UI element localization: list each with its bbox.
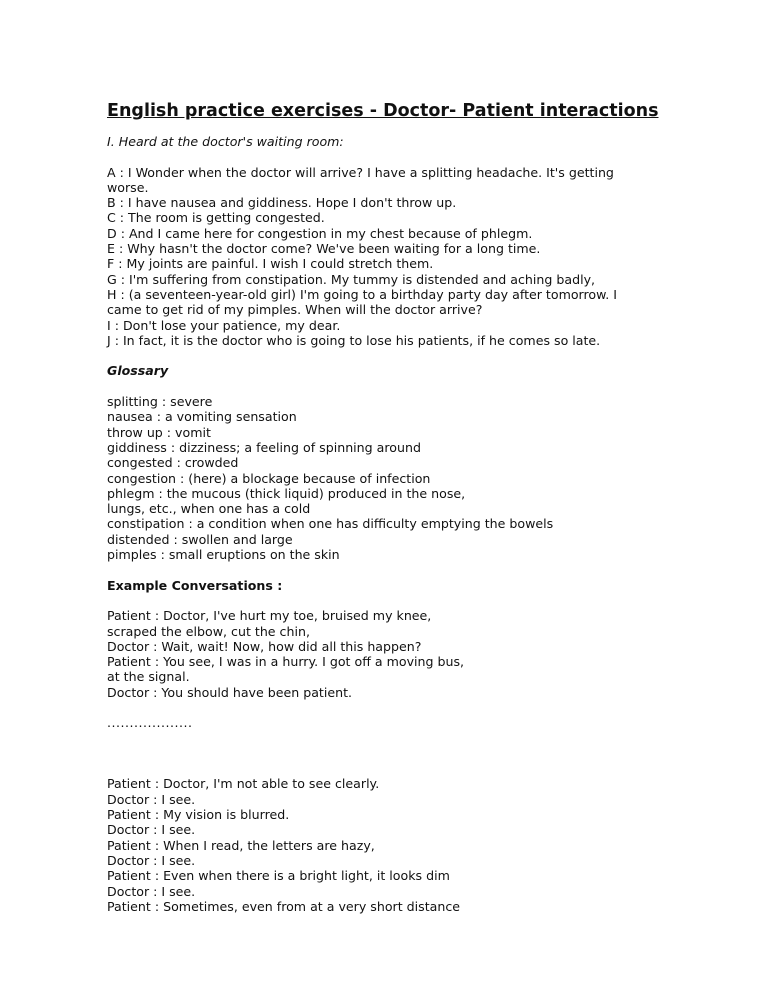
- conversation-line: Patient : Doctor, I'm not able to see clearly.: [107, 776, 380, 792]
- glossary-entry: pimples : small eruptions on the skin: [107, 547, 340, 563]
- conversation-line: Patient : Sometimes, even from at a very short distance: [107, 898, 461, 914]
- dialogue-line: F : My joints are painful. I wish I could stretch them.: [107, 256, 434, 272]
- conversation-line: Doctor : I see.: [107, 852, 196, 868]
- glossary-entry: congestion : (here) a blockage because of infection: [107, 470, 431, 486]
- conversation-line: Patient : My vision is blurred.: [107, 807, 290, 823]
- conversation-line: Patient : You see, I was in a hurry. I got off a moving bus,: [107, 654, 465, 670]
- document-page: [107, 100, 747, 914]
- glossary-entry: phlegm : the mucous (thick liquid) produced in the nose,: [107, 485, 466, 501]
- dialogue-line: came to get rid of my pimples. When will the doctor arrive?: [107, 302, 483, 318]
- document-title: English practice exercises - Doctor- Patient interactions: [107, 101, 659, 121]
- dialogue-line: E : Why hasn't the doctor come? We've been waiting for a long time.: [107, 241, 541, 257]
- dialogue-line: B : I have nausea and giddiness. Hope I don't throw up.: [107, 195, 457, 211]
- examples-heading: Example Conversations :: [107, 577, 283, 593]
- dialogue-line: G : I'm suffering from constipation. My tummy is distended and aching badly,: [107, 271, 596, 287]
- conversation-line: scraped the elbow, cut the chin,: [107, 623, 310, 639]
- glossary-entry: nausea : a vomiting sensation: [107, 409, 297, 425]
- conversation-line: Patient : Even when there is a bright light, it looks dim: [107, 868, 450, 884]
- section-heading: I. Heard at the doctor's waiting room:: [107, 134, 344, 149]
- glossary-entry: lungs, etc., when one has a cold: [107, 501, 311, 517]
- dialogue-line: C : The room is getting congested.: [107, 210, 325, 226]
- glossary-entry: throw up : vomit: [107, 424, 211, 440]
- glossary-heading: Glossary: [107, 363, 169, 379]
- dialogue-line: H : (a seventeen-year-old girl) I'm going to a birthday party day after tomorrow. I: [107, 286, 617, 302]
- dialogue-line: I : Don't lose your patience, my dear.: [107, 317, 341, 333]
- dialogue-line: A : I Wonder when the doctor will arrive? I have a splitting headache. It's getting: [107, 164, 614, 180]
- conversation-line: Doctor : I see.: [107, 822, 196, 838]
- conversation-line: Doctor : I see.: [107, 883, 196, 899]
- conversation-line: Patient : When I read, the letters are hazy,: [107, 837, 375, 853]
- conversation-line: Doctor : You should have been patient.: [107, 684, 353, 700]
- dialogue-line: J : In fact, it is the doctor who is going to lose his patients, if he comes so late.: [107, 332, 601, 348]
- conversation-line: at the signal.: [107, 669, 190, 685]
- conversation-line: Patient : Doctor, I've hurt my toe, bruised my knee,: [107, 608, 432, 624]
- separator-dots: ...................: [107, 715, 193, 731]
- glossary-entry: splitting : severe: [107, 394, 213, 410]
- conversation-line: Doctor : Wait, wait! Now, how did all this happen?: [107, 638, 422, 654]
- glossary-entry: constipation : a condition when one has difficulty emptying the bowels: [107, 516, 554, 532]
- conversation-line: Doctor : I see.: [107, 791, 196, 807]
- glossary-entry: giddiness : dizziness; a feeling of spinning around: [107, 439, 421, 455]
- dialogue-line: worse.: [107, 179, 149, 195]
- conversation-2: [107, 776, 747, 914]
- glossary-entry: distended : swollen and large: [107, 531, 293, 547]
- dialogue-block: [107, 165, 747, 349]
- dialogue-line: D : And I came here for congestion in my chest because of phlegm.: [107, 225, 533, 241]
- glossary-entry: congested : crowded: [107, 455, 239, 471]
- glossary-list: [107, 394, 747, 562]
- conversation-1: [107, 608, 747, 700]
